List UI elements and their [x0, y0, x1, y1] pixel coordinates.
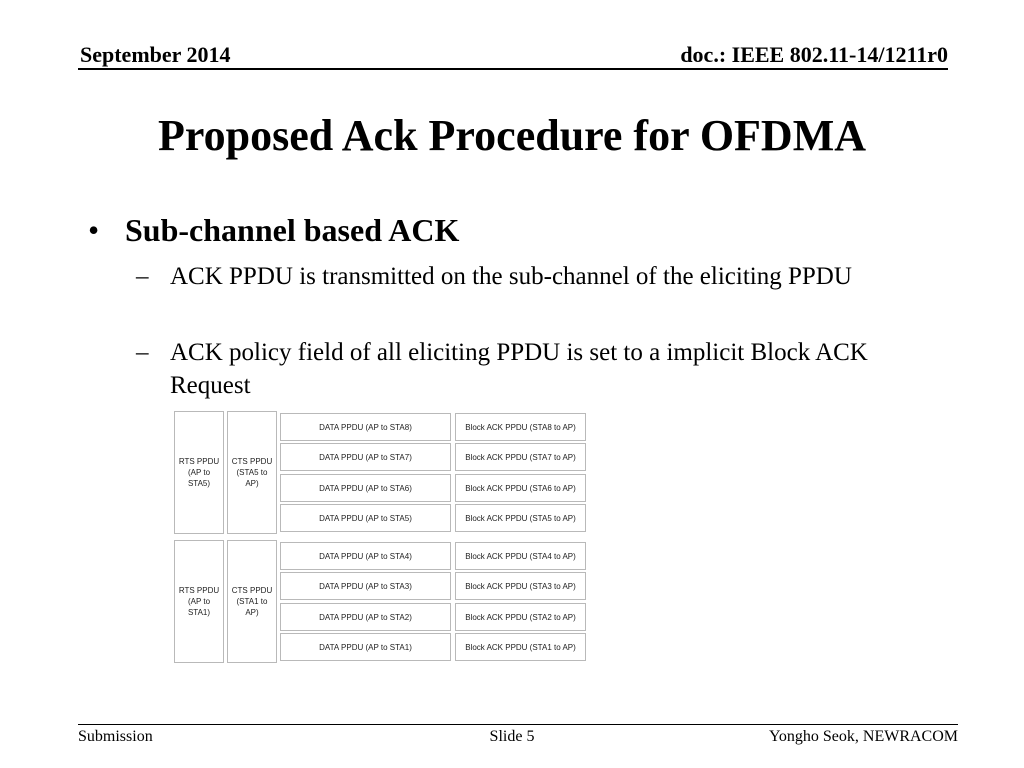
diagram-group-sta5-8 — [172, 411, 588, 534]
rts-ppdu-box — [174, 411, 224, 534]
ofdma-ack-diagram — [172, 411, 588, 663]
header-divider — [78, 68, 948, 70]
header-doc-id: doc.: IEEE 802.11-14/1211r0 — [680, 42, 948, 67]
block-ack-ppdu-box: Block ACK PPDU (STA1 to AP) — [455, 633, 586, 661]
bullet-text: Sub-channel based ACK — [125, 212, 460, 248]
data-ppdu-box: DATA PPDU (AP to STA8) — [280, 413, 451, 441]
sub-bullet-marker: – — [136, 263, 149, 290]
block-ack-ppdu-box: Block ACK PPDU (STA8 to AP) — [455, 413, 586, 441]
rts-ppdu-box — [174, 540, 224, 663]
data-ppdu-box: DATA PPDU (AP to STA3) — [280, 572, 451, 600]
cts-ppdu-label: CTS PPDU (STA5 to AP) — [231, 457, 273, 488]
data-ppdu-box: DATA PPDU (AP to STA7) — [280, 443, 451, 471]
block-ack-ppdu-box: Block ACK PPDU (STA7 to AP) — [455, 443, 586, 471]
data-ppdu-box: DATA PPDU (AP to STA1) — [280, 633, 451, 661]
block-ack-ppdu-box: Block ACK PPDU (STA5 to AP) — [455, 504, 586, 532]
footer-divider — [78, 724, 958, 725]
slide-title: Proposed Ack Procedure for OFDMA — [158, 111, 866, 160]
block-ack-ppdu-box: Block ACK PPDU (STA3 to AP) — [455, 572, 586, 600]
cts-ppdu-box — [227, 411, 277, 534]
sub-bullet-item — [136, 336, 896, 402]
bullet-marker: • — [88, 212, 100, 248]
block-ack-ppdu-box: Block ACK PPDU (STA4 to AP) — [455, 542, 586, 570]
footer-slide-number: Slide 5 — [489, 728, 535, 745]
data-ppdu-box: DATA PPDU (AP to STA4) — [280, 542, 451, 570]
footer-submission: Submission — [78, 728, 153, 745]
sub-bullet-marker: – — [136, 339, 149, 366]
data-ppdu-box: DATA PPDU (AP to STA5) — [280, 504, 451, 532]
cts-ppdu-label: CTS PPDU (STA1 to AP) — [231, 586, 273, 617]
block-ack-ppdu-box: Block ACK PPDU (STA2 to AP) — [455, 603, 586, 631]
data-ppdu-box: DATA PPDU (AP to STA6) — [280, 474, 451, 502]
diagram-group-sta1-4 — [172, 540, 588, 663]
sub-bullet-item — [136, 260, 896, 293]
header-date: September 2014 — [80, 42, 231, 67]
rts-ppdu-label: RTS PPDU (AP to STA5) — [178, 457, 220, 488]
rts-ppdu-label: RTS PPDU (AP to STA1) — [178, 586, 220, 617]
block-ack-ppdu-box: Block ACK PPDU (STA6 to AP) — [455, 474, 586, 502]
footer-author: Yongho Seok, NEWRACOM — [768, 728, 958, 745]
data-ppdu-box: DATA PPDU (AP to STA2) — [280, 603, 451, 631]
cts-ppdu-box — [227, 540, 277, 663]
sub-bullet-text: ACK PPDU is transmitted on the sub-channel of the eliciting PPDU — [170, 263, 852, 290]
sub-bullet-text: ACK policy field of all eliciting PPDU is set to a implicit Block ACK Request — [170, 339, 868, 399]
